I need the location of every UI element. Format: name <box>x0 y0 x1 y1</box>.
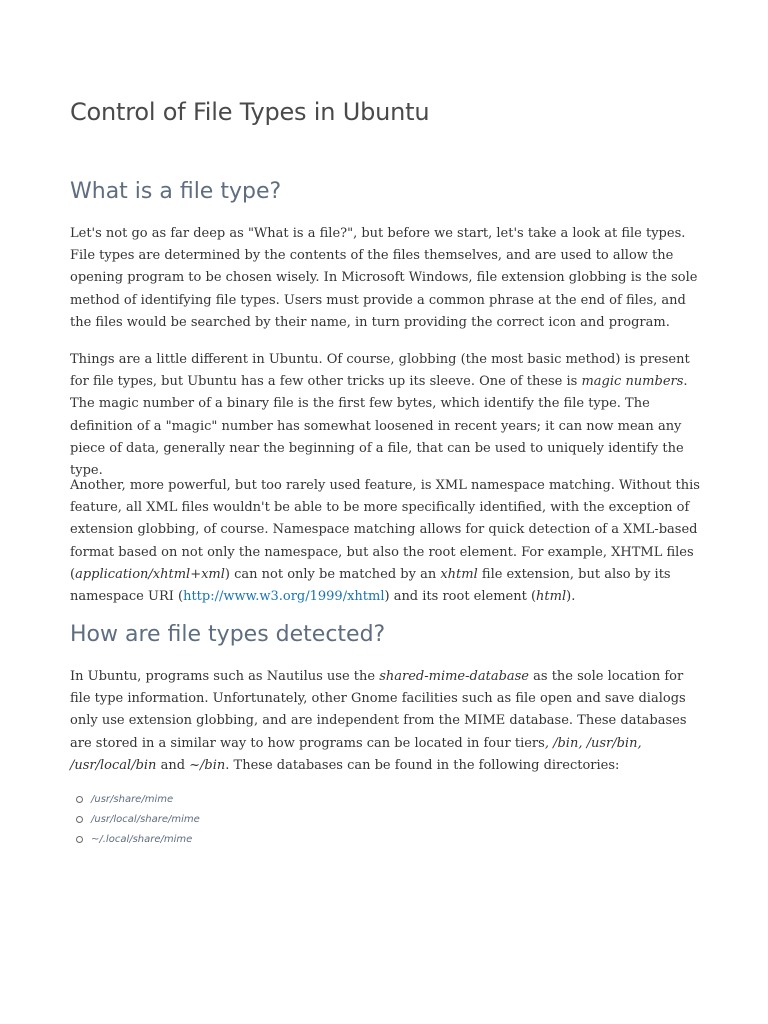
text-run: as the sole location for file type information. Unfortunately, other Gnome facilities such as file open and save dialogs only use extension globbing, and are independent from the MIME database. These databases are stored in a similar way to how programs can be located in four tiers <box>70 669 687 751</box>
list-item <box>70 790 200 810</box>
paragraph-intro-text: Let's not go as far deep as "What is a file?", but before we start, let's take a look at file types. File types are determined by the contents of the files themselves, and are used to allow the opening program to be chosen wisely. In Microsoft Windows, file extension globbing is the sole method of identifying file types. Users must provide a common phrase at the end of files, and the files would be searched by their name, in turn providing the correct icon and program. <box>70 226 698 330</box>
section-heading-how-detected: How are file types detected? <box>70 622 386 647</box>
text-run: . These databases can be found in the following directories: <box>225 757 620 773</box>
text-run: In Ubuntu, programs such as Nautilus use the <box>70 669 380 684</box>
text-run: Things are a little different in Ubuntu. Of course, globbing (the most basic method) is present for file types, but Ubuntu has a few other tricks up its sleeve. One of these is <box>70 352 690 390</box>
paragraph-intro <box>70 223 702 334</box>
emphasis-extension: xhtml <box>440 566 478 582</box>
paragraph-detection <box>70 666 702 777</box>
text-run: ) and its root element ( <box>384 589 537 605</box>
text-run: and <box>156 757 190 773</box>
list-item <box>70 830 200 850</box>
directory-path: /usr/local/share/mime <box>91 814 200 825</box>
namespace-uri-link[interactable]: http://www.w3.org/1999/xhtml <box>183 589 385 605</box>
circle-bullet-icon <box>76 836 83 843</box>
text-run: file extension, but also by its namespace URI ( <box>70 566 671 605</box>
text-run: . The magic number of a binary file is the first few bytes, which identify the file type. The definition of a "magic" number has somewhat loosened in recent years; it can now mean any piece of data, generally near the beginning of a file, that can be used to uniquely identify the type. <box>70 374 688 479</box>
circle-bullet-icon <box>76 816 83 823</box>
directory-path: /usr/share/mime <box>91 794 174 805</box>
emphasis-home-bin: ~/bin <box>189 757 226 773</box>
circle-bullet-icon <box>76 796 83 803</box>
emphasis-magic-numbers: magic numbers <box>581 374 684 390</box>
paragraph-xml-namespace <box>70 475 702 608</box>
directory-list <box>70 790 200 850</box>
list-item <box>70 810 200 830</box>
page-title: Control of File Types in Ubuntu <box>70 98 430 126</box>
text-run: Another, more powerful, but too rarely used feature, is XML namespace matching. Without this feature, all XML files wouldn't be able to be more specifically identified, with the exception of extension globbing, of course. Namespace matching allows for quick detection of a XML-based format based on not only the namespace, but also the root element. For example, XHTML files ( <box>70 478 700 582</box>
emphasis-mime-type: application/xhtml+xml <box>75 566 225 582</box>
emphasis-tiers: , /bin, /usr/bin, /usr/local/bin <box>70 735 642 773</box>
paragraph-magic-numbers <box>70 349 702 482</box>
section-heading-what-is-file-type: What is a file type? <box>70 179 282 204</box>
directory-path: ~/.local/share/mime <box>91 834 193 845</box>
text-run: ). <box>566 589 576 605</box>
emphasis-root-element: html <box>536 589 567 605</box>
emphasis-shared-mime-database: shared-mime-database <box>379 669 530 684</box>
text-run: ) can not only be matched by an <box>224 566 441 582</box>
